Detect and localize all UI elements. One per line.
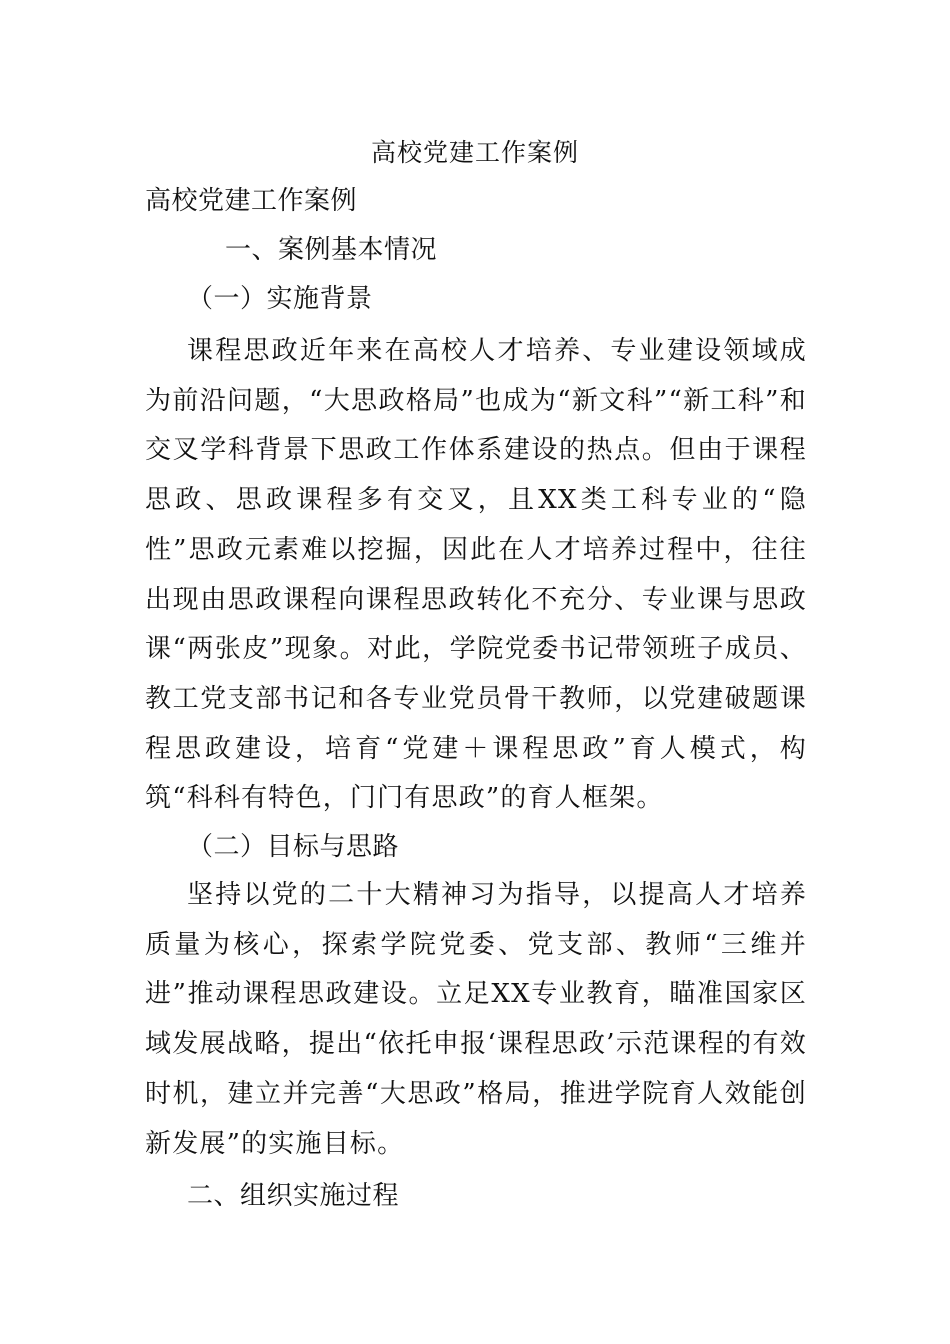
subsection-1-heading: （一）实施背景 — [187, 284, 373, 314]
section-2-heading: 二、组织实施过程 — [187, 1181, 400, 1211]
subsection-2-paragraph: 坚持以党的二十大精神习为指导，以提高人才培养质量为核心，探索学院党委、党支部、教师“三维并进”推动课程思政建设。立足XX专业教育，瞄准国家区域发展战略，提出“依托申报‘课程思政’示范课程的有效时机，建立并完善“大思政”格局，推进学院育人效能创新发展”的实施目标。 — [145, 880, 807, 1159]
document-title: 高校党建工作案例 — [370, 138, 579, 167]
document-subtitle: 高校党建工作案例 — [145, 186, 358, 216]
subsection-1-paragraph: 课程思政近年来在高校人才培养、专业建设领域成为前沿问题，“大思政格局”也成为“新文科”“新工科”和交叉学科背景下思政工作体系建设的热点。但由于课程思政、思政课程多有交叉，且XX类工科专业的“隐性”思政元素难以挖掘，因此在人才培养过程中，往往出现由思政课程向课程思政转化不充分、专业课与思政课“两张皮”现象。对此，学院党委书记带领班子成员、教工党支部书记和各专业党员骨干教师，以党建破题课程思政建设，培育“党建＋课程思政”育人模式，构筑“科科有特色，门门有思政”的育人框架。 — [145, 336, 807, 814]
section-1-heading: 一、案例基本情况 — [225, 235, 438, 265]
subsection-2-heading: （二）目标与思路 — [187, 832, 400, 862]
